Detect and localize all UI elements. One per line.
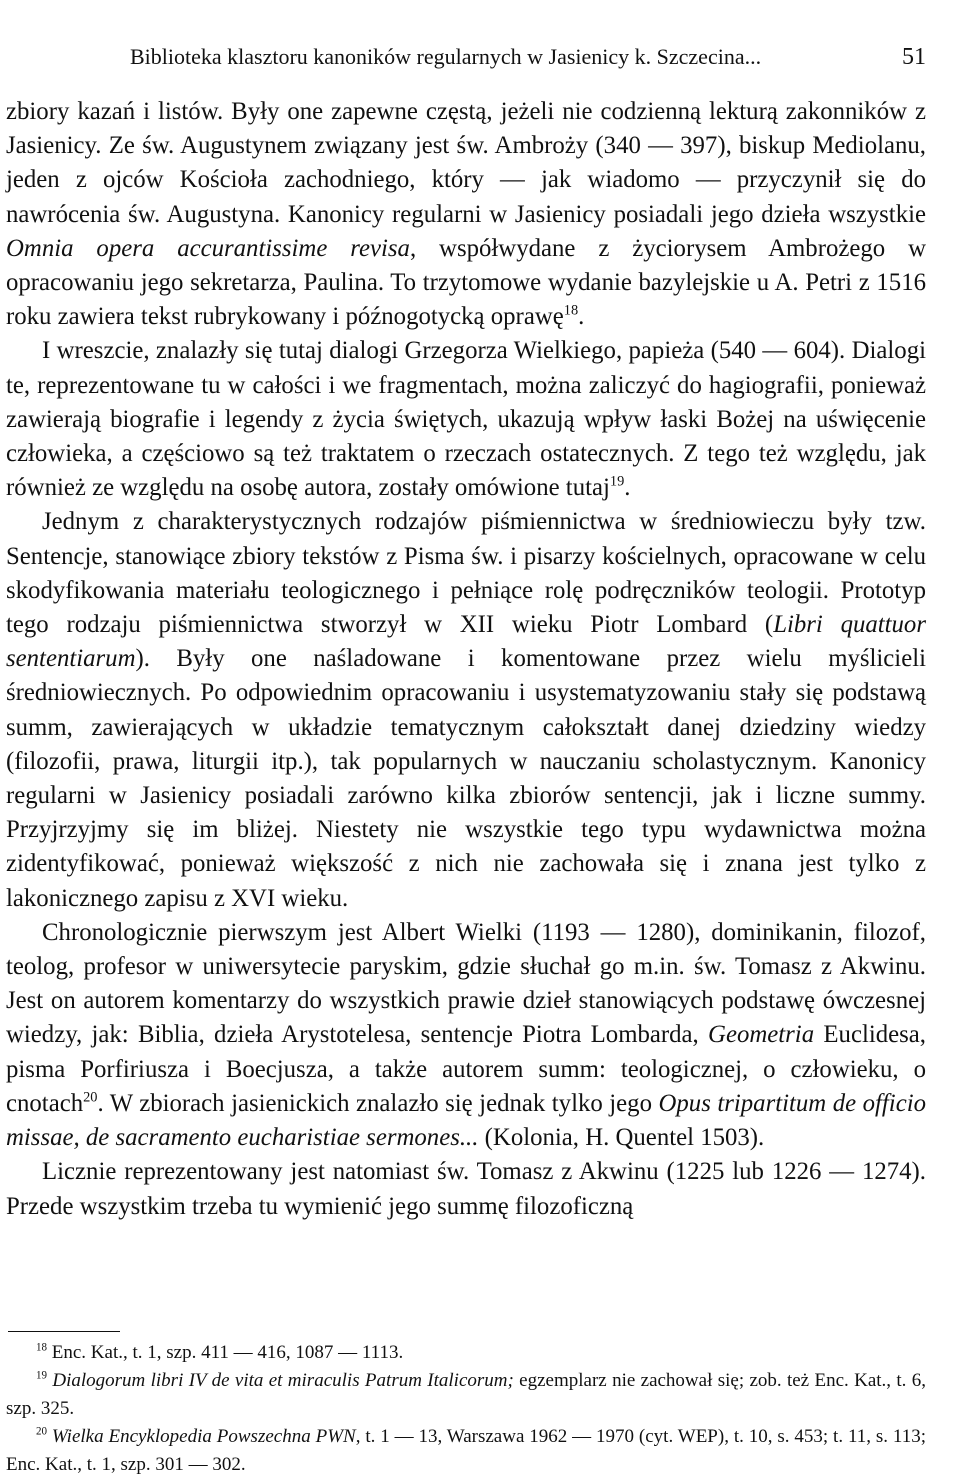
text-run: , t. 1 — 13, Warszawa 1962 — 1970 (cyt. WEP), t. 10, s. 453; t. 11, s. 113; Enc. Kat., t. 1, szp. 301 — 302. [6,1426,927,1475]
text-run: Jednym z charakterystycznych rodzajów piśmiennictwa w średniowieczu były tzw. Sentencje, stanowiące zbiory tekstów z Pisma św. i pisarzy kościelnych, opracowane w celu skodyfikowania materiału teologicznego i pełniące rolę podręczników teologii. Prototyp tego rodzaju piśmiennictwa stworzył w XII wieku Piotr Lombard ( [6,508,926,639]
text-run: . [578,303,585,331]
paragraph [6,1155,926,1223]
text-run: . W zbiorach jasienickich znalazło się jednak tylko jego [97,1089,659,1117]
text-run: , współwydane z życiorysem Ambrożego w opracowaniu jego sekretarza, Paulina. To trzytomowe wydanie bazylejskie u A. Petri z 1516 roku zawiera tekst rubrykowany i późnogotycką oprawę [6,234,926,331]
text-run: Chronologicznie pierwszym jest Albert Wielki (1193 — 1280), dominikanin, filozof, teolog, profesor w uniwersytecie paryskim, gdzie słuchał go m.in. św. Tomasz z Akwinu. Jest on autorem komentarzy do wszystkich prawie dzieł stanowiących podstawę ówczesnej wiedzy, jak: Biblia, dzieła Arystotelesa, sentencje Piotra Lombarda, [6,918,926,1049]
italic-title: Libri quattuor sententiarum [6,611,926,673]
page-number: 51 [902,44,926,70]
text-run: ). Były one naśladowane i komentowane przez wielu myślicieli średniowiecznych. Po odpowiednim opracowaniu i usystematyzowaniu stały się podstawą summ, zawierających w układzie tematycznym całokształt danej dziedziny wiedzy (filozofii, prawa, liturgii itp.), tak popularnych w nauczaniu scholastycznym. Kanonicy regularni w Jasienicy posiadali zarówno kilka zbiorów sentencji, jak i liczne summy. Przyjrzyjmy się im bliżej. Niestety nie wszystkie tego typu wydawnictwa można zidentyfikować, ponieważ większość z nich nie zachowała się i znana jest tylko z lakonicznego zapisu z XVI wieku. [6,645,926,912]
text-run: . [624,474,631,502]
footnote-separator [8,1331,120,1332]
paragraph [6,916,926,1155]
body-text [6,95,926,1224]
footnote [6,1423,926,1479]
footnote-ref: 20 [36,1425,48,1438]
text-run: I wreszcie, znalazły się tutaj dialogi Grzegorza Wielkiego, papieża (540 — 604). Dialogi te, reprezentowane tu w całości i we fragmentach, można zaliczyć do hagiografii, ponieważ zawierają biografie i legendy z życia świętych, ukazują wpływ łaski Bożej na uświęcenie człowieka, a częściowo są też traktatem o rzeczach ostatecznych. Z tego też względu, jak również ze względu na osobę autora, zostały omówione tutaj [6,337,926,502]
paragraph [6,505,926,915]
italic-title: Wielka Encyklopedia Powszechna PWN [51,1426,356,1447]
text-run: zbiory kazań i listów. Były one zapewne częstą, jeżeli nie codzienną lekturą zakonników z Jasienicy. Ze św. Augustynem związany jest św. Ambroży (340 — 397), biskup Mediolanu, jeden z ojców Kościoła zachodniego, który — jak wiadomo — przyczynił się do nawrócenia św. Augustyna. Kanonicy regularni w Jasienicy posiadali jego dzieła wszystkie [6,98,926,228]
italic-title: Omnia opera accurantissime revisa [6,234,410,262]
footnote-ref: 19 [609,473,625,490]
text-run: egzemplarz nie zachował się; zob. też Enc. Kat., t. 6, szp. 325. [6,1370,927,1419]
footnote-ref: 20 [83,1089,98,1106]
footnote [6,1339,926,1367]
running-title: Biblioteka klasztoru kanoników regularnych w Jasienicy k. Szczecina... [130,44,762,69]
footnote-ref: 18 [36,1341,48,1354]
footnote-ref: 19 [36,1369,48,1382]
footnote-ref: 18 [563,302,579,319]
text-run: Licznie reprezentowany jest natomiast św. Tomasz z Akwinu (1225 lub 1226 — 1274). Przede wszystkim trzeba tu wymienić jego summę filozoficzną [6,1158,926,1220]
italic-title: Geometria [708,1021,815,1049]
footnotes [6,1339,926,1479]
text-run: Enc. Kat., t. 1, szp. 411 — 416, 1087 — 1113. [47,1342,404,1363]
footnote [6,1367,926,1423]
paragraph [6,95,926,334]
text-run: (Kolonia, H. Quentel 1503). [478,1124,765,1152]
text-run: Euclidesa, pisma Porfiriusza i Boecjusza, a także autorem summ: teologicznej, o człowieku, o cnotach [6,1021,926,1117]
paragraph [6,334,926,505]
italic-title: Dialogorum libri IV de vita et miraculis Patrum Italicorum; [52,1370,514,1391]
running-header [130,40,926,74]
italic-title: Opus tripartitum de officio missae, de sacramento eucharistiae sermones... [6,1089,926,1152]
